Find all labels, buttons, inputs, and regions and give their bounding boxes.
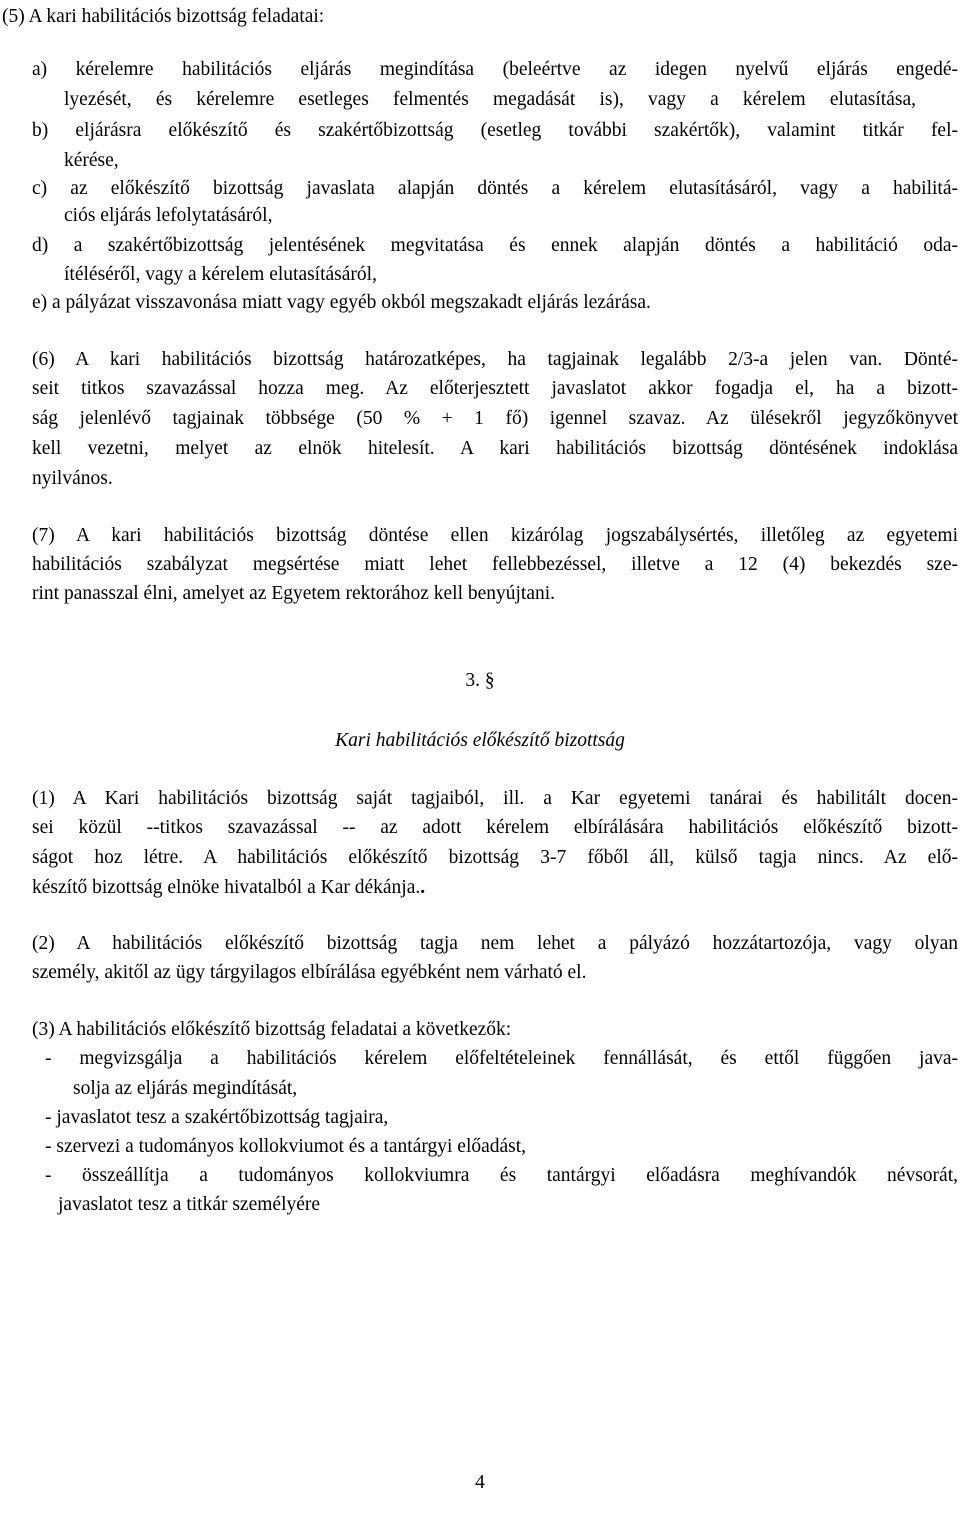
section-7-line3: rint panasszal élni, amelyet az Egyetem rektorához kell benyújtani.: [32, 583, 556, 604]
para-3-item1-line1: - megvizsgálja a habilitációs kérelem előfeltételeinek fennállását, és ettől függően java-: [45, 1048, 958, 1069]
para-1-final-period: .: [420, 877, 426, 898]
para-3-item4-line1: - összeállítja a tudományos kollokviumra és tantárgyi előadásra meghívandók névsorát,: [45, 1165, 958, 1186]
section-7-line2: habilitációs szabályzat megsértése miatt lehet fellebbezéssel, illetve a 12 (4) bekezdés sze-: [32, 554, 958, 575]
para-3-item1-line2: solja az eljárás megindítását,: [73, 1078, 298, 1099]
para-2-line1: (2) A habilitációs előkészítő bizottság tagja nem lehet a pályázó hozzátartozója, vagy olyan: [32, 933, 958, 954]
section-5-item-c-line2: ciós eljárás lefolytatásáról,: [64, 205, 273, 226]
section-7-line1: (7) A kari habilitációs bizottság döntése ellen kizárólag jogszabálysértés, illetőleg az egyetemi: [32, 525, 958, 546]
para-1-line4: [32, 874, 425, 902]
section-5-item-b-line1: b) eljárásra előkészítő és szakértőbizottság (esetleg további szakértők), valamint titkár fel-: [32, 120, 958, 141]
section-6-line3: ság jelenlévő tagjainak többsége (50 % + 1 fő) igennel szavaz. Az ülésekről jegyzőkönyvet: [32, 408, 958, 429]
para-3-item3: - szervezi a tudományos kollokviumot és a tantárgyi előadást,: [45, 1136, 527, 1157]
section-6-line4: kell vezetni, melyet az elnök hitelesít. A kari habilitációs bizottság döntésének indoklása: [32, 438, 958, 459]
section-6-line5: nyilvános.: [32, 468, 113, 489]
section-5-item-d-line1: d) a szakértőbizottság jelentésének megvitatása és ennek alapján döntés a habilitáció oda-: [32, 235, 958, 256]
section-5-item-d-line2: ítéléséről, vagy a kérelem elutasításáról,: [64, 264, 377, 285]
section-6-line1: (6) A kari habilitációs bizottság határozatképes, ha tagjainak legalább 2/3-a jelen van. Dönté-: [32, 349, 958, 370]
para-3-heading: (3) A habilitációs előkészítő bizottság feladatai a következők:: [32, 1019, 512, 1040]
para-3-item4-line2: javaslatot tesz a titkár személyére: [58, 1194, 321, 1215]
article-number: 3. §: [465, 670, 495, 691]
section-5-item-c-line1: c) az előkészítő bizottság javaslata alapján döntés a kérelem elutasításáról, vagy a habilitá-: [32, 178, 958, 199]
article-title: Kari habilitációs előkészítő bizottság: [335, 730, 625, 751]
para-2-line2: személy, akitől az ügy tárgyilagos elbírálása egyébként nem várható el.: [32, 962, 587, 983]
section-5-heading: (5) A kari habilitációs bizottság feladatai:: [2, 6, 325, 27]
para-1-line3: ságot hoz létre. A habilitációs előkészítő bizottság 3-7 főből áll, külső tagja nincs. Az elő-: [32, 847, 958, 868]
para-3-item2: - javaslatot tesz a szakértőbizottság tagjaira,: [45, 1107, 389, 1128]
section-5-item-b-line2: kérése,: [64, 150, 119, 171]
para-1-line1: (1) A Kari habilitációs bizottság saját tagjaiból, ill. a Kar egyetemi tanárai és habilitált docen-: [32, 788, 958, 809]
section-5-item-e: e) a pályázat visszavonása miatt vagy egyéb okból megszakadt eljárás lezárása.: [32, 292, 651, 313]
section-5-item-a-line2: lyezését, és kérelemre esetleges felmentés megadását is), vagy a kérelem elutasítása,: [64, 89, 916, 110]
para-1-line2: sei közül --titkos szavazással -- az adott kérelem elbírálására habilitációs előkészítő bizott-: [32, 817, 958, 838]
section-6-line2: seit titkos szavazással hozza meg. Az előterjesztett javaslatot akkor fogadja el, ha a bizott-: [32, 378, 958, 399]
section-5-item-a-line1: a) kérelemre habilitációs eljárás megindítása (beleértve az idegen nyelvű eljárás engedé-: [32, 59, 958, 80]
para-1-line4-text: készítő bizottság elnöke hivatalból a Kar dékánja.: [32, 877, 421, 898]
page-number: 4: [475, 1472, 485, 1493]
